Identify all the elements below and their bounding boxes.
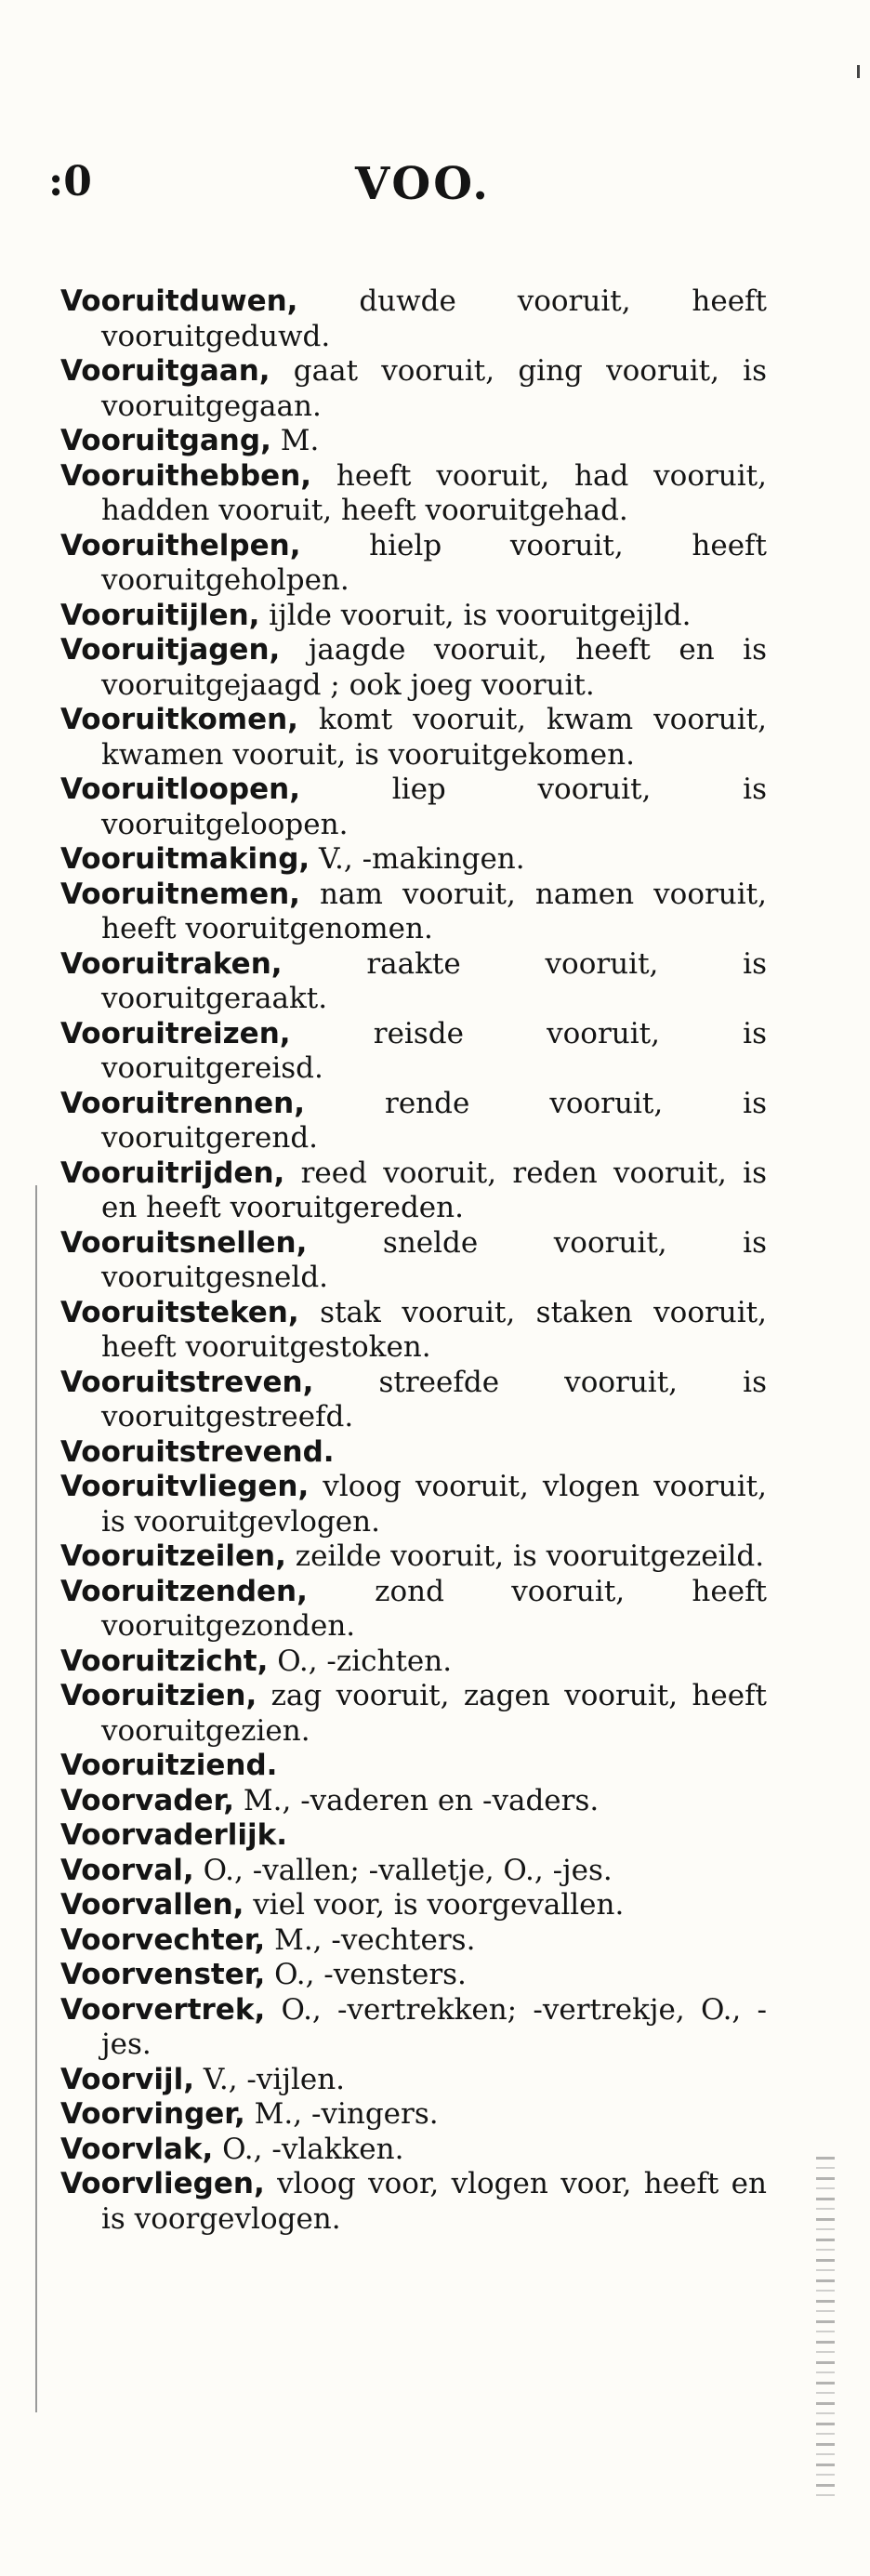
entry-headword: Voorvaderlijk.	[60, 1818, 288, 1852]
dictionary-entry	[60, 1156, 767, 1226]
entry-definition: stak vooruit, staken vooruit, heeft vooruitgestoken.	[101, 1295, 767, 1364]
dictionary-entry	[60, 1923, 767, 1959]
entry-headword: Vooruitloopen,	[60, 773, 300, 806]
entry-headword: Voorvijl,	[60, 2062, 195, 2096]
dictionary-column	[60, 284, 767, 2237]
entry-headword: Voorvader,	[60, 1783, 235, 1817]
dictionary-entry	[60, 1958, 767, 1993]
entry-definition: snelde vooruit, is vooruitgesneld.	[101, 1225, 767, 1294]
dictionary-entry	[60, 1784, 767, 1819]
entry-headword: Vooruitijlen,	[60, 598, 260, 632]
entry-headword: Vooruitzenden,	[60, 1574, 308, 1608]
entry-definition: O., -vertrekken; -vertrekje, O., -jes.	[101, 1992, 767, 2061]
entry-definition: M., -vaderen en -vaders.	[234, 1783, 600, 1817]
dictionary-entry	[60, 1888, 767, 1923]
entry-headword: Vooruitsteken,	[60, 1295, 299, 1329]
entry-definition: gaat vooruit, ging vooruit, is vooruitgegaan.	[101, 354, 767, 423]
entry-definition: komt vooruit, kwam vooruit, kwamen vooruit, is vooruitgekomen.	[101, 703, 767, 772]
dictionary-entry	[60, 424, 767, 459]
entry-headword: Vooruitrijden,	[60, 1156, 285, 1190]
entry-headword: Vooruitstreven,	[60, 1365, 314, 1399]
entry-definition: vloog voor, vlogen voor, heeft en is voorgevlogen.	[101, 2167, 767, 2236]
entry-definition: hielp vooruit, heeft vooruitgeholpen.	[101, 528, 767, 597]
entry-definition: V., -makingen.	[310, 842, 525, 876]
entry-headword: Vooruitraken,	[60, 946, 283, 981]
entry-headword: Vooruitgang,	[60, 424, 271, 457]
dictionary-entry	[60, 354, 767, 424]
dictionary-entry	[60, 2133, 767, 2168]
entry-definition: reed vooruit, reden vooruit, is en heeft vooruitgereden.	[101, 1156, 767, 1224]
entry-definition: O., -zichten.	[268, 1644, 453, 1678]
entry-definition: rende vooruit, is vooruitgerend.	[101, 1086, 767, 1155]
entry-headword: Voorval,	[60, 1853, 194, 1887]
dictionary-entry	[60, 1679, 767, 1749]
entry-definition: viel voor, is voorgevallen.	[244, 1888, 625, 1922]
dictionary-entry	[60, 1645, 767, 1680]
entry-definition: heeft vooruit, had vooruit, hadden vooruit, heeft vooruitgehad.	[101, 458, 767, 527]
dictionary-entry	[60, 773, 767, 842]
dictionary-entry	[60, 633, 767, 703]
entry-definition: M., -vingers.	[244, 2097, 439, 2131]
entry-definition: nam vooruit, namen vooruit, heeft vooruitgenomen.	[101, 877, 767, 945]
entry-definition: zeilde vooruit, is vooruitgezeild.	[285, 1539, 765, 1573]
dictionary-entry	[60, 1575, 767, 1645]
dictionary-entry	[60, 1366, 767, 1435]
entry-headword: Vooruitreizen,	[60, 1016, 291, 1050]
dictionary-entry	[60, 2167, 767, 2237]
entry-headword: Voorvertrek,	[60, 1992, 266, 2027]
dictionary-entry	[60, 1296, 767, 1366]
entry-definition: raakte vooruit, is vooruitgeraakt.	[101, 946, 767, 1015]
dictionary-entry	[60, 1017, 767, 1087]
entry-headword: Vooruithebben,	[60, 458, 312, 493]
dictionary-entry	[60, 1087, 767, 1156]
entry-definition: zond vooruit, heeft vooruitgezonden.	[101, 1574, 767, 1643]
entry-definition: O., -vlakken.	[213, 2132, 404, 2166]
entry-definition: O., -vensters.	[265, 1958, 467, 1991]
margin-rule	[35, 1185, 37, 2412]
dictionary-entry	[60, 1226, 767, 1296]
dictionary-entry	[60, 1854, 767, 1889]
entry-definition: reisde vooruit, is vooruitgereisd.	[101, 1016, 767, 1085]
entry-headword: Voorvlak,	[60, 2132, 214, 2166]
entry-headword: Vooruitzeilen,	[60, 1539, 286, 1573]
entry-definition: duwde vooruit, heeft vooruitgeduwd.	[101, 284, 767, 353]
entry-headword: Vooruitziend.	[60, 1749, 278, 1782]
page-edge-speckle	[816, 2157, 835, 2501]
entry-headword: Vooruitduwen,	[60, 284, 298, 318]
entry-definition: zag vooruit, zagen vooruit, heeft vooruitgezien.	[101, 1679, 767, 1748]
dictionary-entry	[60, 1539, 767, 1575]
entry-definition: M.	[270, 424, 320, 457]
entry-definition: liep vooruit, is vooruitgeloopen.	[101, 773, 767, 841]
entry-headword: Vooruitzien,	[60, 1679, 257, 1712]
entry-headword: Voorvliegen,	[60, 2167, 265, 2200]
entry-headword: Vooruitsnellen,	[60, 1225, 308, 1260]
dictionary-entry	[60, 703, 767, 773]
dictionary-entry	[60, 1749, 767, 1784]
dictionary-entry	[60, 284, 767, 354]
dictionary-entry	[60, 878, 767, 947]
dictionary-entry	[60, 1818, 767, 1854]
entry-definition: O., -vallen; -valletje, O., -jes.	[193, 1853, 613, 1887]
entry-definition: streefde vooruit, is vooruitgestreefd.	[101, 1365, 767, 1433]
entry-headword: Vooruitrennen,	[60, 1086, 306, 1120]
dictionary-entry	[60, 1435, 767, 1471]
entry-definition: jaagde vooruit, heeft en is vooruitgejaagd ; ook joeg vooruit.	[101, 633, 767, 702]
dictionary-entry	[60, 2097, 767, 2133]
entry-headword: Vooruitjagen,	[60, 633, 281, 667]
dictionary-entry	[60, 842, 767, 878]
dictionary-entry	[60, 947, 767, 1017]
entry-headword: Voorvinger,	[60, 2097, 245, 2131]
entry-headword: Vooruitnemen,	[60, 877, 300, 911]
entry-headword: Voorvallen,	[60, 1888, 244, 1922]
edge-mark	[857, 65, 860, 78]
entry-headword: Vooruitzicht,	[60, 1644, 269, 1678]
entry-definition: ijlde vooruit, is vooruitgeijld.	[259, 598, 692, 632]
dictionary-entry	[60, 529, 767, 599]
entry-definition: vloog vooruit, vlogen vooruit, is vooruitgevlogen.	[101, 1470, 767, 1539]
entry-headword: Voorvechter,	[60, 1922, 266, 1957]
page-header	[0, 158, 870, 223]
dictionary-entry	[60, 1470, 767, 1539]
dictionary-entry	[60, 1993, 767, 2063]
entry-headword: Vooruitmaking,	[60, 842, 310, 876]
page-number: :0	[48, 158, 92, 205]
dictionary-entry	[60, 599, 767, 634]
entry-headword: Voorvenster,	[60, 1958, 266, 1991]
running-head: VOO.	[355, 158, 491, 210]
entry-headword: Vooruithelpen,	[60, 528, 301, 562]
entry-headword: Vooruitvliegen,	[60, 1470, 310, 1503]
dictionary-entry	[60, 2063, 767, 2098]
entry-definition: M., -vechters.	[265, 1922, 476, 1957]
entry-definition: V., -vijlen.	[194, 2062, 346, 2096]
entry-headword: Vooruitkomen,	[60, 703, 298, 736]
dictionary-entry	[60, 459, 767, 529]
entry-headword: Vooruitstrevend.	[60, 1434, 335, 1469]
entry-headword: Vooruitgaan,	[60, 354, 270, 388]
